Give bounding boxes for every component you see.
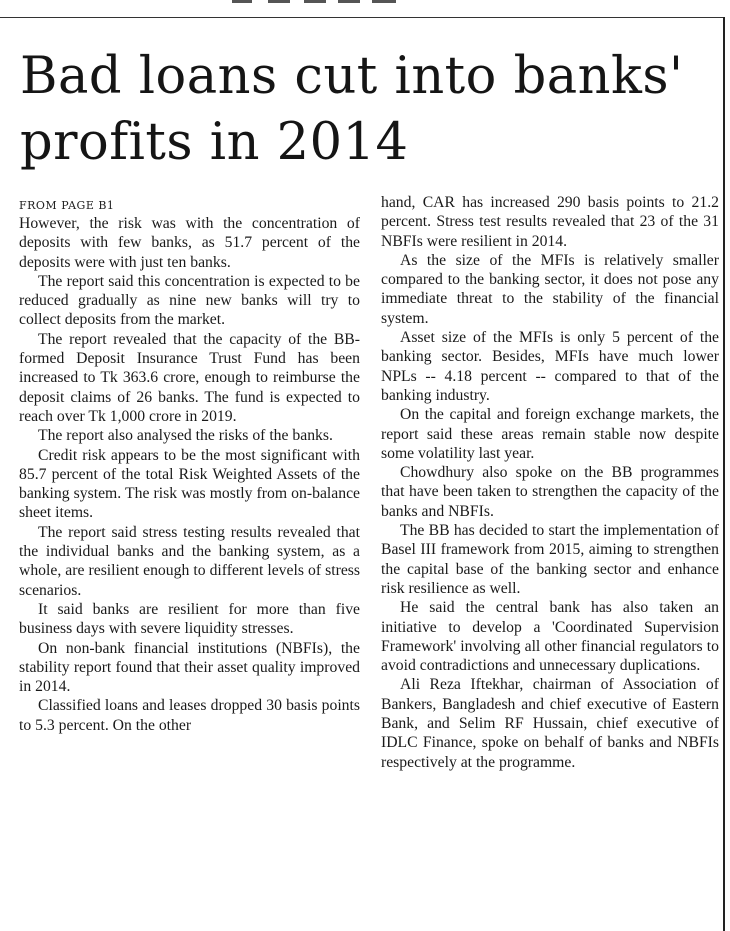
- article-column-right: [381, 193, 719, 772]
- article-paragraph: On non-bank financial institutions (NBFIs), the stability report found that their asset quality improved in 2014.: [19, 639, 360, 696]
- top-rule-fragment: [372, 0, 396, 3]
- top-rule-fragment: [304, 0, 326, 3]
- article-paragraph: hand, CAR has increased 290 basis points to 21.2 percent. Stress test results revealed that 23 of the 31 NBFIs were resilient in 2014.: [381, 194, 719, 250]
- continuation-kicker: FROM PAGE B1: [19, 199, 115, 212]
- article-paragraph: Credit risk appears to be the most significant with 85.7 percent of the total Risk Weighted Assets of the banking system. The risk was mostly from on-balance sheet items.: [19, 446, 360, 522]
- article-paragraph: Classified loans and leases dropped 30 basis points to 5.3 percent. On the other: [19, 697, 360, 734]
- article-paragraph: He said the central bank has also taken an initiative to develop a 'Coordinated Supervision Framework' involving all other financial regulators to avoid contradictions and unnecessary duplications.: [381, 599, 719, 675]
- column-border-right: [723, 17, 725, 931]
- header-divider: [0, 17, 724, 18]
- article-paragraph: The report said stress testing results revealed that the individual banks and the banking system, as a whole, are resilient enough to different levels of stress scenarios.: [19, 523, 360, 599]
- article-paragraph: However, the risk was with the concentration of deposits with few banks, as 51.7 percent of the deposits were with just ten banks.: [19, 215, 360, 271]
- article-paragraph: Chowdhury also spoke on the BB programmes that have been taken to strengthen the capacity of the banks and NBFIs.: [381, 464, 719, 520]
- article-column-left: [19, 199, 360, 735]
- article-paragraph: Asset size of the MFIs is only 5 percent of the banking sector. Besides, MFIs have much lower NPLs -- 4.18 percent -- compared to that of the banking industry.: [381, 329, 719, 404]
- article-paragraph: The BB has decided to start the implementation of Basel III framework from 2015, aiming to strengthen the capital base of the banking sector and enhance risk resilience as well.: [381, 522, 719, 597]
- top-rule-fragment: [268, 0, 290, 3]
- article-headline: Bad loans cut into banks' profits in 2014: [20, 47, 684, 172]
- top-rule-fragment: [232, 0, 252, 3]
- article-paragraph: The report also analysed the risks of the banks.: [38, 427, 333, 445]
- article-paragraph: It said banks are resilient for more than five business days with severe liquidity stresses.: [19, 600, 360, 638]
- top-rule-fragment: [338, 0, 360, 3]
- article-paragraph: The report revealed that the capacity of the BB-formed Deposit Insurance Trust Fund has been increased to Tk 363.6 crore, enough to reimburse the deposit claims of 26 banks. The fund is expected to reach over Tk 1,000 crore in 2019.: [19, 330, 360, 425]
- article-paragraph: As the size of the MFIs is relatively smaller compared to the banking sector, it does not pose any immediate threat to the stability of the financial system.: [381, 251, 719, 327]
- article-paragraph: Ali Reza Iftekhar, chairman of Association of Bankers, Bangladesh and chief executive of Eastern Bank, and Selim RF Hussain, chief executive of IDLC Finance, spoke on behalf of banks and NBFIs respectively at the programme.: [381, 676, 719, 771]
- article-paragraph: The report said this concentration is expected to be reduced gradually as nine new banks will try to collect deposits from the market.: [19, 272, 360, 329]
- article-paragraph: On the capital and foreign exchange markets, the report said these areas remain stable now despite some volatility last year.: [381, 406, 719, 462]
